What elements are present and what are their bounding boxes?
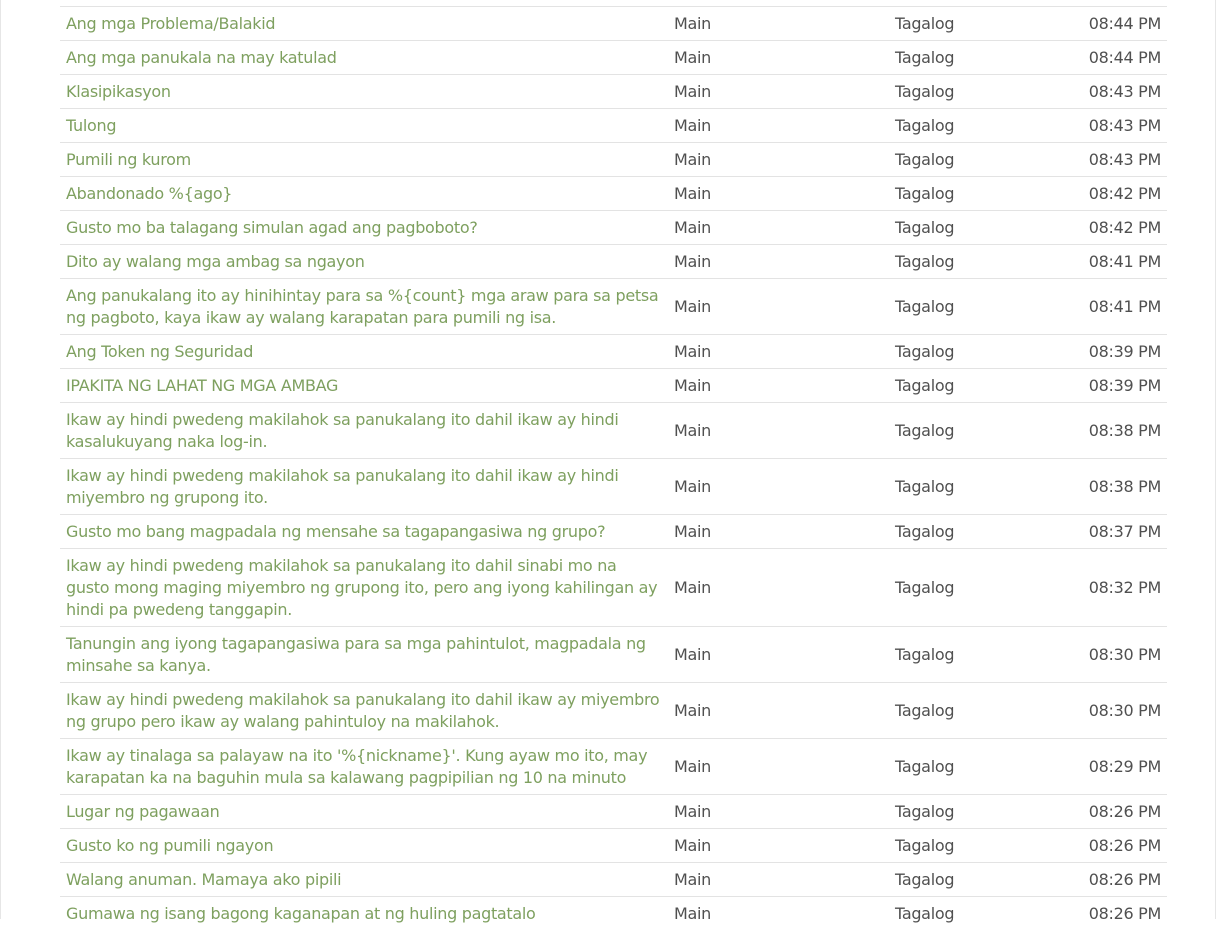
time-cell: 08:26 PM: [1039, 897, 1167, 930]
language-cell: Tagalog: [889, 369, 1039, 403]
string-cell: [60, 863, 668, 897]
table-row: [60, 863, 1167, 897]
resource-cell: Main: [668, 795, 889, 829]
recent-translations-panel: [60, 6, 1167, 930]
table-row: [60, 177, 1167, 211]
time-cell: 08:44 PM: [1039, 41, 1167, 75]
resource-cell: Main: [668, 109, 889, 143]
language-cell: Tagalog: [889, 739, 1039, 795]
string-link[interactable]: Gusto ko ng pumili ngayon: [66, 836, 273, 855]
language-cell: Tagalog: [889, 897, 1039, 930]
resource-cell: Main: [668, 143, 889, 177]
string-link[interactable]: Dito ay walang mga ambag sa ngayon: [66, 252, 365, 271]
time-cell: 08:43 PM: [1039, 109, 1167, 143]
string-cell: [60, 245, 668, 279]
language-cell: Tagalog: [889, 143, 1039, 177]
time-cell: 08:38 PM: [1039, 403, 1167, 459]
time-cell: 08:39 PM: [1039, 369, 1167, 403]
resource-cell: Main: [668, 459, 889, 515]
time-cell: 08:39 PM: [1039, 335, 1167, 369]
resource-cell: Main: [668, 335, 889, 369]
table-row: [60, 627, 1167, 683]
string-link[interactable]: Ang Token ng Seguridad: [66, 342, 253, 361]
string-link[interactable]: Ang panukalang ito ay hinihintay para sa %{count} mga araw para sa petsa ng pagboto, kaya ikaw ay walang karapatan para pumili ng isa.: [66, 286, 658, 327]
time-cell: 08:29 PM: [1039, 739, 1167, 795]
language-cell: Tagalog: [889, 829, 1039, 863]
table-row: [60, 403, 1167, 459]
language-cell: Tagalog: [889, 515, 1039, 549]
string-link[interactable]: Gusto mo bang magpadala ng mensahe sa tagapangasiwa ng grupo?: [66, 522, 605, 541]
string-cell: [60, 829, 668, 863]
time-cell: 08:30 PM: [1039, 683, 1167, 739]
string-cell: [60, 7, 668, 41]
table-row: [60, 829, 1167, 863]
resource-cell: Main: [668, 75, 889, 109]
time-cell: 08:43 PM: [1039, 75, 1167, 109]
language-cell: Tagalog: [889, 459, 1039, 515]
resource-cell: Main: [668, 627, 889, 683]
string-cell: [60, 897, 668, 930]
string-cell: [60, 335, 668, 369]
string-link[interactable]: Ikaw ay hindi pwedeng makilahok sa panukalang ito dahil ikaw ay hindi kasalukuyang naka log-in.: [66, 410, 619, 451]
string-link[interactable]: Ikaw ay hindi pwedeng makilahok sa panukalang ito dahil sinabi mo na gusto mong maging miyembro ng grupong ito, pero ang iyong kahilingan ay hindi pa pwedeng tanggapin.: [66, 556, 657, 619]
resource-cell: Main: [668, 863, 889, 897]
string-link[interactable]: Tulong: [66, 116, 116, 135]
time-cell: 08:32 PM: [1039, 549, 1167, 627]
resource-cell: Main: [668, 369, 889, 403]
language-cell: Tagalog: [889, 335, 1039, 369]
string-cell: [60, 795, 668, 829]
resource-cell: Main: [668, 279, 889, 335]
string-link[interactable]: Ang mga panukala na may katulad: [66, 48, 337, 67]
language-cell: Tagalog: [889, 41, 1039, 75]
table-row: [60, 739, 1167, 795]
table-row: [60, 279, 1167, 335]
string-link[interactable]: Abandonado %{ago}: [66, 184, 232, 203]
time-cell: 08:44 PM: [1039, 7, 1167, 41]
language-cell: Tagalog: [889, 177, 1039, 211]
language-cell: Tagalog: [889, 549, 1039, 627]
table-row: [60, 211, 1167, 245]
table-row: [60, 41, 1167, 75]
time-cell: 08:41 PM: [1039, 279, 1167, 335]
string-link[interactable]: Ikaw ay tinalaga sa palayaw na ito '%{nickname}'. Kung ayaw mo ito, may karapatan ka na baguhin mula sa kalawang pagpipilian ng 10 na minuto: [66, 746, 647, 787]
language-cell: Tagalog: [889, 863, 1039, 897]
time-cell: 08:30 PM: [1039, 627, 1167, 683]
resource-cell: Main: [668, 41, 889, 75]
language-cell: Tagalog: [889, 279, 1039, 335]
string-cell: [60, 459, 668, 515]
resource-cell: Main: [668, 403, 889, 459]
time-cell: 08:41 PM: [1039, 245, 1167, 279]
string-link[interactable]: Ikaw ay hindi pwedeng makilahok sa panukalang ito dahil ikaw ay miyembro ng grupo pero ikaw ay walang pahintuloy na makilahok.: [66, 690, 659, 731]
language-cell: Tagalog: [889, 627, 1039, 683]
resource-cell: Main: [668, 683, 889, 739]
time-cell: 08:42 PM: [1039, 177, 1167, 211]
language-cell: Tagalog: [889, 109, 1039, 143]
string-cell: [60, 211, 668, 245]
resource-cell: Main: [668, 897, 889, 930]
page-right-border: [1215, 0, 1216, 919]
string-cell: [60, 515, 668, 549]
language-cell: Tagalog: [889, 75, 1039, 109]
string-cell: [60, 683, 668, 739]
time-cell: 08:26 PM: [1039, 829, 1167, 863]
string-link[interactable]: Gusto mo ba talagang simulan agad ang pagboboto?: [66, 218, 478, 237]
table-row: [60, 335, 1167, 369]
table-row: [60, 369, 1167, 403]
time-cell: 08:38 PM: [1039, 459, 1167, 515]
recent-translations-table: [60, 6, 1167, 930]
table-row: [60, 549, 1167, 627]
string-link[interactable]: Lugar ng pagawaan: [66, 802, 219, 821]
time-cell: 08:42 PM: [1039, 211, 1167, 245]
string-cell: [60, 279, 668, 335]
table-row: [60, 7, 1167, 41]
string-cell: [60, 369, 668, 403]
string-cell: [60, 549, 668, 627]
resource-cell: Main: [668, 7, 889, 41]
language-cell: Tagalog: [889, 211, 1039, 245]
table-row: [60, 75, 1167, 109]
string-cell: [60, 627, 668, 683]
resource-cell: Main: [668, 549, 889, 627]
language-cell: Tagalog: [889, 403, 1039, 459]
string-cell: [60, 109, 668, 143]
time-cell: 08:37 PM: [1039, 515, 1167, 549]
resource-cell: Main: [668, 739, 889, 795]
table-body: [60, 7, 1167, 930]
table-row: [60, 683, 1167, 739]
string-link[interactable]: Ang mga Problema/Balakid: [66, 14, 275, 33]
table-row: [60, 245, 1167, 279]
table-row: [60, 143, 1167, 177]
time-cell: 08:43 PM: [1039, 143, 1167, 177]
string-cell: [60, 75, 668, 109]
string-cell: [60, 403, 668, 459]
resource-cell: Main: [668, 211, 889, 245]
resource-cell: Main: [668, 245, 889, 279]
string-cell: [60, 41, 668, 75]
string-link[interactable]: IPAKITA NG LAHAT NG MGA AMBAG: [66, 376, 338, 395]
language-cell: Tagalog: [889, 7, 1039, 41]
page-left-border: [0, 0, 1, 919]
string-link[interactable]: Gumawa ng isang bagong kaganapan at ng huling pagtatalo: [66, 904, 536, 923]
table-row: [60, 795, 1167, 829]
language-cell: Tagalog: [889, 245, 1039, 279]
table-row: [60, 109, 1167, 143]
resource-cell: Main: [668, 829, 889, 863]
string-link[interactable]: Walang anuman. Mamaya ako pipili: [66, 870, 341, 889]
table-row: [60, 897, 1167, 930]
table-row: [60, 515, 1167, 549]
language-cell: Tagalog: [889, 683, 1039, 739]
string-link[interactable]: Ikaw ay hindi pwedeng makilahok sa panukalang ito dahil ikaw ay hindi miyembro ng grupong ito.: [66, 466, 619, 507]
table-row: [60, 459, 1167, 515]
string-cell: [60, 739, 668, 795]
language-cell: Tagalog: [889, 795, 1039, 829]
string-cell: [60, 143, 668, 177]
resource-cell: Main: [668, 515, 889, 549]
time-cell: 08:26 PM: [1039, 863, 1167, 897]
string-link[interactable]: Klasipikasyon: [66, 82, 171, 101]
resource-cell: Main: [668, 177, 889, 211]
string-cell: [60, 177, 668, 211]
time-cell: 08:26 PM: [1039, 795, 1167, 829]
string-link[interactable]: Pumili ng kurom: [66, 150, 191, 169]
string-link[interactable]: Tanungin ang iyong tagapangasiwa para sa mga pahintulot, magpadala ng minsahe sa kanya.: [66, 634, 646, 675]
